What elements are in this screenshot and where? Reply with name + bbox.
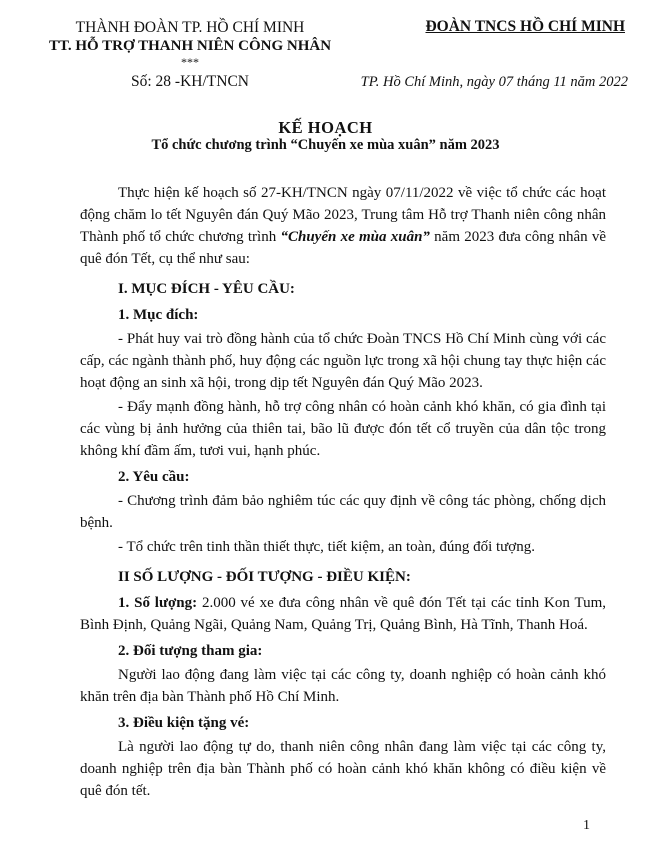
target-heading: 2. Đối tượng tham gia:	[118, 643, 263, 659]
requirements-heading: 2. Yêu cầu:	[118, 469, 190, 485]
document-number: Số: 28 -KH/TNCN	[131, 73, 249, 90]
page-number: 1	[583, 818, 590, 833]
program-name: “Chuyến xe mùa xuân”	[280, 229, 430, 245]
conditions-heading: 3. Điều kiện tặng vé:	[118, 715, 250, 731]
parent-organization: THÀNH ĐOÀN TP. HỒ CHÍ MINH	[75, 19, 305, 36]
document-date: TP. Hồ Chí Minh, ngày 07 tháng 11 năm 2022	[360, 74, 628, 90]
issuing-organization	[40, 18, 340, 91]
purpose-paragraph-1: - Phát huy vai trò đồng hành của tổ chức Đoàn TNCS Hồ Chí Minh cùng với các cấp, các ngành thành phố, huy động các nguồn lực trong xã hội chung tay thực hiện các hoạt động an sinh xã hội, trong dịp tết Nguyên đán Quý Mão 2023.	[80, 331, 606, 391]
section-1-heading: I. MỤC ĐÍCH - YÊU CẦU:	[118, 281, 295, 297]
purpose-heading: 1. Mục đích:	[118, 307, 199, 323]
conditions-paragraph: Là người lao động tự do, thanh niên công nhân đang làm việc tại các công ty, doanh nghiệp trên địa bàn Thành phố có hoàn cảnh khó khăn không có điều kiện về quê đón tết.	[80, 739, 606, 799]
requirements-paragraph-1: - Chương trình đảm bảo nghiêm túc các quy định về công tác phòng, chống dịch bệnh.	[80, 493, 606, 531]
header-stars: ***	[181, 55, 199, 69]
issuing-unit: TT. HỖ TRỢ THANH NIÊN CÔNG NHÂN	[48, 38, 332, 54]
intro-paragraph: Thực hiện kế hoạch số 27-KH/TNCN ngày 07/11/2022 về việc tổ chức các hoạt động chăm lo tết Nguyên đán Quý Mão 2023, Trung tâm Hỗ trợ Thanh niên công nhân Thành phố tổ chức chương trình “Chuyến xe mùa xuân” năm 2023 đưa công nhân về quê đón Tết, cụ thể như sau:	[80, 185, 607, 267]
quantity-label: 1. Số lượng:	[118, 595, 198, 611]
document-title: KẾ HOẠCH	[278, 118, 373, 137]
document-subtitle: Tổ chức chương trình “Chuyến xe mùa xuân” năm 2023	[151, 137, 500, 153]
purpose-paragraph-2: - Đẩy mạnh đồng hành, hỗ trợ công nhân có hoàn cảnh khó khăn, có gia đình tại các vùng bị ảnh hưởng của thiên tai, bão lũ được đón tết cổ truyền của dân tộc trong không khí đầm ấm, tươi vui, hạnh phúc.	[80, 399, 606, 459]
quantity-paragraph: 1. Số lượng: 2.000 vé xe đưa công nhân về quê đón Tết tại các tỉnh Kon Tum, Bình Định, Quảng Ngãi, Quảng Nam, Quảng Trị, Quảng Bình, Hà Tĩnh, Thanh Hoá.	[80, 595, 606, 633]
section-2-heading: II SỐ LƯỢNG - ĐỐI TƯỢNG - ĐIỀU KIỆN:	[118, 569, 411, 585]
union-name: ĐOÀN TNCS HỒ CHÍ MINH	[425, 18, 625, 35]
requirements-paragraph-2: - Tổ chức trên tinh thần thiết thực, tiết kiệm, an toàn, đúng đối tượng.	[118, 539, 535, 555]
document-body	[80, 182, 606, 804]
target-paragraph: Người lao động đang làm việc tại các công ty, doanh nghiệp có hoàn cảnh khó khăn trên địa bàn Thành phố Hồ Chí Minh.	[80, 667, 606, 705]
